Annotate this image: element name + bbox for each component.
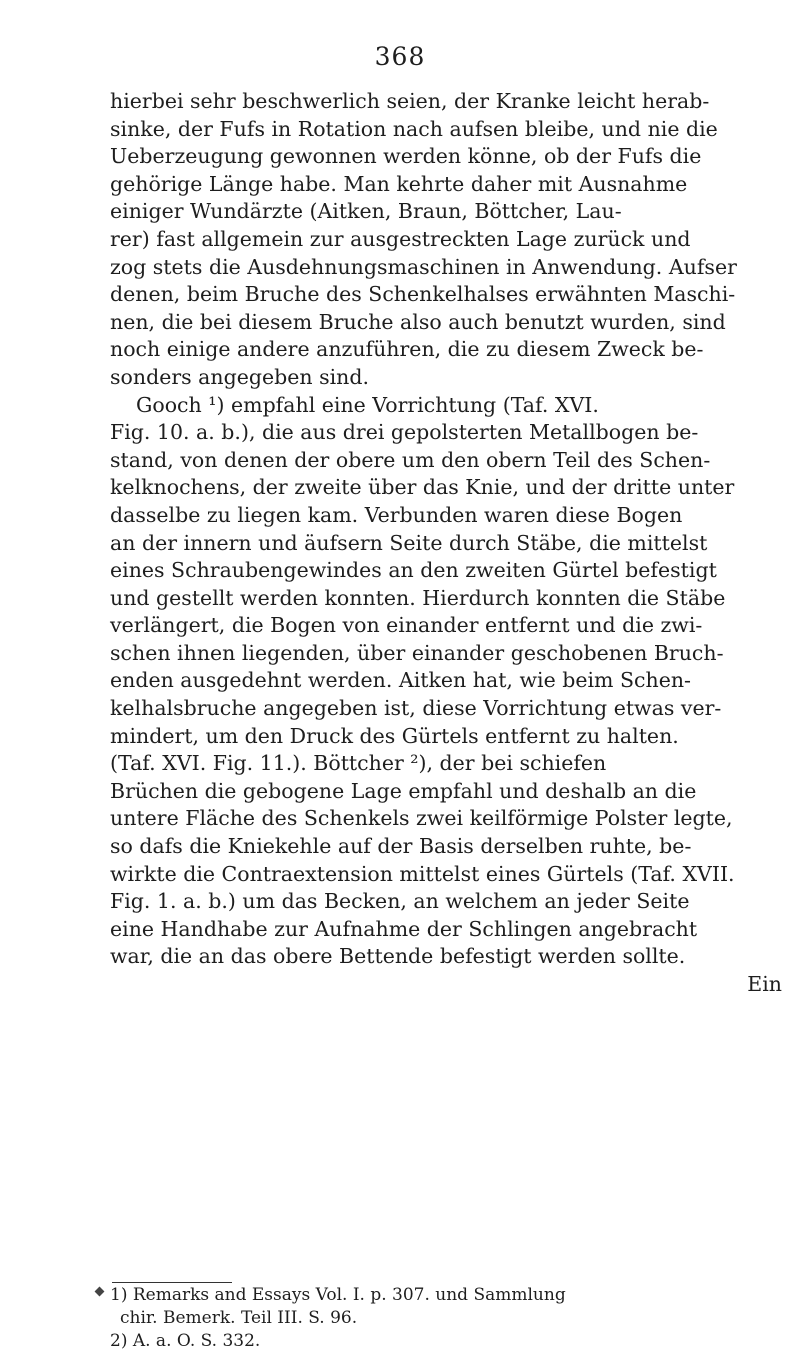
text-line: Gooch ¹) empfahl eine Vorrichtung (Taf. XVI. <box>136 392 599 417</box>
text-line: sonders angegeben sind. <box>110 364 369 389</box>
text-line: noch einige andere anzuführen, die zu diesem Zweck be- <box>110 337 704 362</box>
text-line: enden ausgedehnt werden. Aitken hat, wie beim Schen- <box>110 668 691 693</box>
text-line: wirkte die Contraextension mittelst eines Gürtels (Taf. XVII. <box>110 861 735 886</box>
footnote-rule <box>112 1282 232 1283</box>
footnotes <box>110 1284 782 1353</box>
text-line: an der innern und äufsern Seite durch Stäbe, die mittelst <box>110 530 708 555</box>
text-line: Brüchen die gebogene Lage empfahl und deshalb an die <box>110 778 697 803</box>
text-line: dasselbe zu liegen kam. Verbunden waren diese Bogen <box>110 502 683 527</box>
text-line: denen, beim Bruche des Schenkelhalses erwähnten Maschi- <box>110 282 736 307</box>
text-line: und gestellt werden konnten. Hierdurch konnten die Stäbe <box>110 585 726 610</box>
text-line: hierbei sehr beschwerlich seien, der Kranke leicht herab- <box>110 89 710 113</box>
body-text <box>110 88 782 999</box>
text-line: eine Handhabe zur Aufnahme der Schlingen angebracht <box>110 916 698 941</box>
text-line: kelknochens, der zweite über das Knie, und der dritte unter <box>110 475 735 500</box>
text-line: einiger Wundärzte (Aitken, Braun, Böttcher, Lau- <box>110 199 622 224</box>
text-line: (Taf. XVI. Fig. 11.). Böttcher ²), der bei schiefen <box>110 751 607 776</box>
text-line: kelhalsbruche angegeben ist, diese Vorrichtung etwas ver- <box>110 696 722 721</box>
text-line: untere Fläche des Schenkels zwei keilförmige Polster legte, <box>110 806 733 831</box>
page-number: 368 <box>374 42 426 71</box>
text-line: sinke, der Fufs in Rotation nach aufsen bleibe, und nie die <box>110 116 718 141</box>
margin-mark-icon <box>95 1287 105 1297</box>
text-line: stand, von denen der obere um den obern Teil des Schen- <box>110 447 711 472</box>
text-line: war, die an das obere Bettende befestigt werden sollte. <box>110 944 686 969</box>
text-line: rer) fast allgemein zur ausgestreckten Lage zurück und <box>110 226 691 251</box>
text-line: verlängert, die Bogen von einander entfernt und die zwi- <box>110 613 703 638</box>
text-line: eines Schraubengewindes an den zweiten Gürtel befestigt <box>110 558 717 583</box>
text-line: so dafs die Kniekehle auf der Basis derselben ruhte, be- <box>110 834 692 859</box>
footnote: 2) A. a. O. S. 332. <box>110 1331 261 1351</box>
text-line: Ueberzeugung gewonnen werden könne, ob der Fufs die <box>110 144 702 169</box>
text-line: Fig. 10. a. b.), die aus drei gepolsterten Metallbogen be- <box>110 420 699 445</box>
text-line: mindert, um den Druck des Gürtels entfernt zu halten. <box>110 723 679 748</box>
text-line: Fig. 1. a. b.) um das Becken, an welchem an jeder Seite <box>110 889 690 914</box>
footnote: 1) Remarks and Essays Vol. I. p. 307. und Sammlung <box>110 1285 566 1305</box>
text-line: gehörige Länge habe. Man kehrte daher mit Ausnahme <box>110 171 688 196</box>
text-line: schen ihnen liegenden, über einander geschobenen Bruch- <box>110 640 724 665</box>
catchword: Ein <box>747 972 782 996</box>
footnote-continuation: chir. Bemerk. Teil III. S. 96. <box>120 1308 358 1328</box>
text-line: zog stets die Ausdehnungsmaschinen in Anwendung. Aufser <box>110 254 737 279</box>
text-line: nen, die bei diesem Bruche also auch benutzt wurden, sind <box>110 309 726 334</box>
